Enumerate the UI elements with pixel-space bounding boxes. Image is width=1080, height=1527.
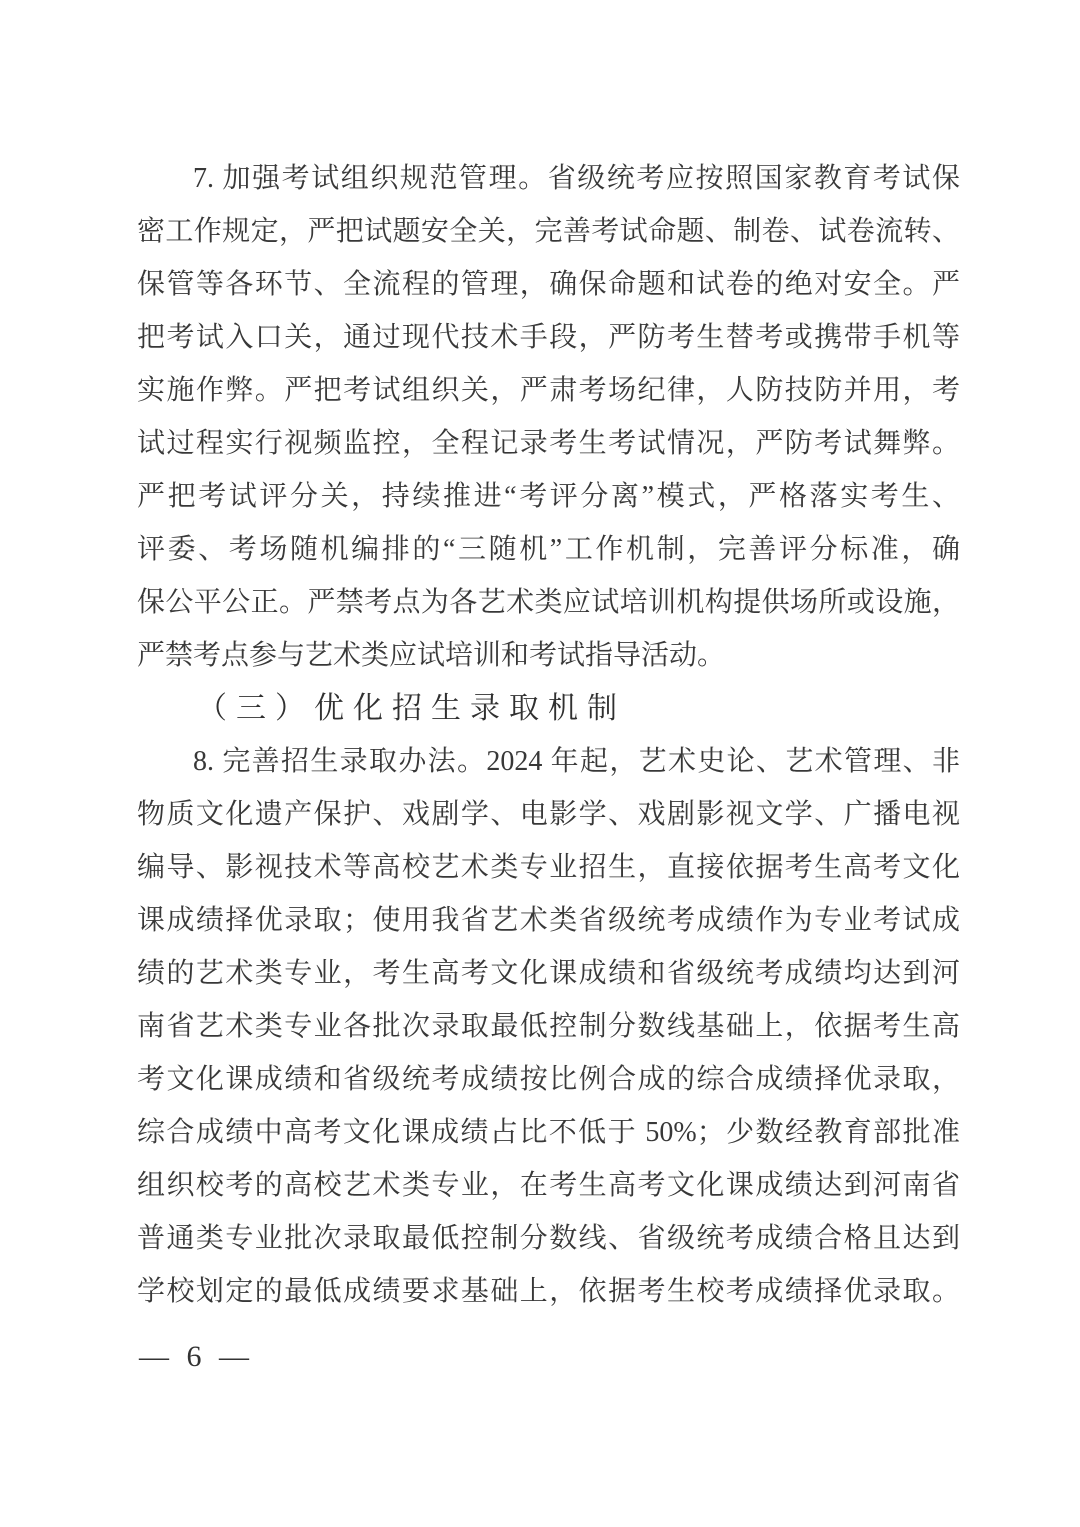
paragraph-7-line: 把考试入口关，通过现代技术手段，严防考生替考或携带手机等 (137, 322, 960, 353)
paragraph-8-line: 课成绩择优录取；使用我省艺术类省级统考成绩作为专业考试成 (137, 905, 960, 936)
paragraph-8-line: 南省艺术类专业各批次录取最低控制分数线基础上，依据考生高 (137, 1011, 960, 1042)
paragraph-8-line: 普通类专业批次录取最低控制分数线、省级统考成绩合格且达到 (137, 1223, 960, 1254)
paragraph-8-line: 综合成绩中高考文化课成绩占比不低于 50%；少数经教育部批准 (137, 1117, 960, 1148)
paragraph-7-line: 密工作规定，严把试题安全关，完善考试命题、制卷、试卷流转、 (137, 216, 960, 247)
document-body (137, 152, 960, 1318)
paragraph-7-line: 试过程实行视频监控，全程记录考生考试情况，严防考试舞弊。 (137, 428, 960, 459)
paragraph-8-line: 考文化课成绩和省级统考成绩按比例合成的综合成绩择优录取， (137, 1064, 960, 1095)
paragraph-7-line: 7. 加强考试组织规范管理。省级统考应按照国家教育考试保 (193, 163, 960, 194)
paragraph-7-line: 评委、考场随机编排的“三随机”工作机制，完善评分标准，确 (137, 534, 960, 565)
paragraph-7-line: 实施作弊。严把考试组织关，严肃考场纪律，人防技防并用，考 (137, 375, 960, 406)
paragraph-8-line: 8. 完善招生录取办法。2024 年起，艺术史论、艺术管理、非 (193, 746, 960, 777)
paragraph-7-line: 严禁考点参与艺术类应试培训和考试指导活动。 (137, 640, 726, 671)
paragraph-7-line: 严把考试评分关，持续推进“考评分离”模式，严格落实考生、 (137, 481, 960, 512)
paragraph-8-line: 学校划定的最低成绩要求基础上，依据考生校考成绩择优录取。 (137, 1276, 960, 1307)
section-heading: （三）优化招生录取机制 (197, 692, 626, 725)
paragraph-7-line: 保管等各环节、全流程的管理，确保命题和试卷的绝对安全。严 (137, 269, 960, 300)
paragraph-8-line: 组织校考的高校艺术类专业，在考生高考文化课成绩达到河南省 (137, 1170, 960, 1201)
paragraph-8-line: 物质文化遗产保护、戏剧学、电影学、戏剧影视文学、广播电视 (137, 799, 960, 830)
paragraph-8-line: 编导、影视技术等高校艺术类专业招生，直接依据考生高考文化 (137, 852, 960, 883)
page-number-footer: — 6 — (139, 1340, 254, 1373)
paragraph-7-line: 保公平公正。严禁考点为各艺术类应试培训机构提供场所或设施， (137, 587, 960, 618)
paragraph-8-line: 绩的艺术类专业，考生高考文化课成绩和省级统考成绩均达到河 (137, 958, 960, 989)
